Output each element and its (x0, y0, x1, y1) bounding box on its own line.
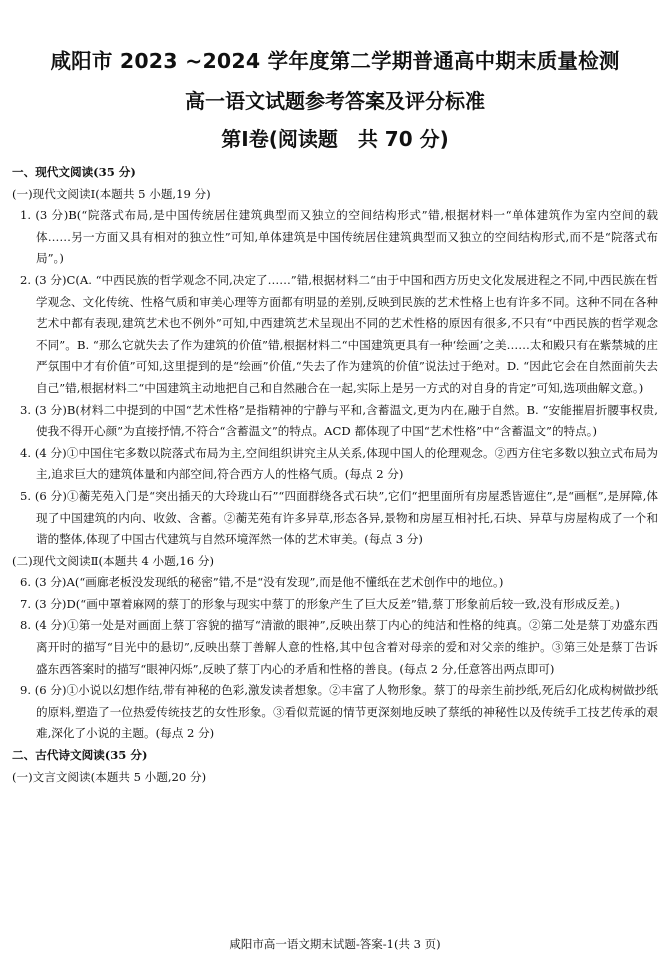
answer-item-3: 3. (3 分)B(材料二中提到的中国“艺术性格”是指精神的宁静与平和,含蓄温文,更为内在,融于自然。B. “安能摧眉折腰事权贵,使我不得开心颜”为直接抒情,不符合“含蓄温文”的特点。ACD 都体现了中国“艺术性格”中“含蓄温文”的特点。) (20, 402, 658, 439)
answer-item-8: 8. (4 分)①第一处是对画面上蔡丁容貌的描写“清澈的眼神”,反映出蔡丁内心的纯洁和性格的纯真。②第二处是蔡丁劝盛东西离开时的描写“目光中的悬切”,反映出蔡丁善解人意的性格,其中包含着对母亲的爱和对父亲的维护。③第三处是蔡丁告诉盛东西答案时的描写“眼神闪烁”,反映了蔡丁内心的矛盾和性格的善良。(每点 2 分,任意答出两点即可) (20, 618, 658, 676)
subsection-heading-reading-2: (二)现代文阅读Ⅱ(本题共 4 小题,16 分) (12, 553, 214, 568)
answer-item-5: 5. (6 分)①蘅芜苑入门是“突出插天的大玲珑山石”“四面群绕各式石块”,它们“把里面所有房屋悉皆遮住”,是“画框”,是屏障,体现了中国建筑的内向、收敛、含蓄。②蘅芜苑有许多异草,形态各异,景物和房屋互相衬托,石块、异草与房屋构成了一个和谐的整体,体现了中国古代建筑与自然环境浑然一体的艺术审美。(每点 3 分) (20, 488, 658, 547)
answer-item-2: 2. (3 分)C(A. “中西民族的哲学观念不同,决定了……”错,根据材料二“由于中国和西方历史文化发展进程之不同,中西民族在哲学观念、文化传统、性格气质和审美心理等方面都有明显的差别,反映到民族的艺术性格上也有许多不同。这种不同在各种艺术中都有表现,建筑艺术也不例外”可知,中西建筑艺术呈现出不同的艺术性格的原因有很多,不只有“中西民族的哲学观念不同”。B. “那么它就失去了作为建筑的价值”错,根据材料二“中国建筑更具有一种‘绘画’之美……太和殿只有在紫禁城的庄严氛围中才有价值”可知,这里提到的是“绘画”价值,“失去了作为建筑的价值”说法过于绝对。D. “因此它会在自然面前失去自己”错,根据材料二“中国建筑主动地把自己和自然融合在一起,实际上是另一方式的对自身的肯定”可知,选项曲解文意。) (20, 272, 658, 395)
subsection-heading-classical-prose: (一)文言文阅读(本题共 5 小题,20 分) (12, 769, 207, 784)
answer-item-9: 9. (6 分)①小说以幻想作结,带有神秘的色彩,激发读者想象。②丰富了人物形象。蔡丁的母亲生前抄纸,死后幻化成构树做抄纸的原料,塑造了一位热爱传统技艺的女性形象。③看似荒诞的情节更深刻地反映了蔡纸的神秘性以及传统手工技艺传承的艰难,深化了小说的主题。(每点 2 分) (20, 683, 658, 741)
answer-item-1: 1. (3 分)B(“院落式布局,是中国传统居住建筑典型而又独立的空间结构形式”错,根据材料一“单体建筑作为室内空间的载体……另一方面又具有相对的独立性”可知,单体建筑是中国传统居住建筑典型而又独立的空间结构形式,而不是“院落式布局”。) (20, 208, 658, 266)
answer-item-7: 7. (3 分)D(“画中罩着麻网的蔡丁的形象与现实中蔡丁的形象产生了巨大反差”错,蔡丁形象前后较一致,没有形成反差。) (20, 596, 620, 611)
section-heading-classical-reading: 二、古代诗文阅读(35 分) (12, 748, 148, 763)
answer-item-6: 6. (3 分)A(“画廊老板没发现纸的秘密”错,不是“没有发现”,而是他不懂纸在艺术创作中的地位。) (20, 575, 504, 590)
subsection-heading-reading-1: (一)现代文阅读Ⅰ(本题共 5 小题,19 分) (12, 186, 211, 201)
answer-body (12, 162, 658, 788)
document-subtitle: 高一语文试题参考答案及评分标准 (185, 89, 485, 113)
page-footer: 咸阳市高一语文期末试题-答案-1(共 3 页) (229, 937, 441, 951)
paper-part-title: 第Ⅰ卷(阅读题 共 70 分) (221, 127, 449, 151)
answer-item-4: 4. (4 分)①中国住宅多数以院落式布局为主,空间组织讲究主从关系,体现中国人的伦理观念。②西方住宅多数以独立式布局为主,追求巨大的建筑体量和内部空间,符合西方人的性格气质。(每点 2 分) (20, 445, 658, 482)
exam-title: 咸阳市 2023 ~2024 学年度第二学期普通高中期末质量检测 (50, 49, 620, 73)
section-heading-modern-reading: 一、现代文阅读(35 分) (12, 165, 136, 179)
